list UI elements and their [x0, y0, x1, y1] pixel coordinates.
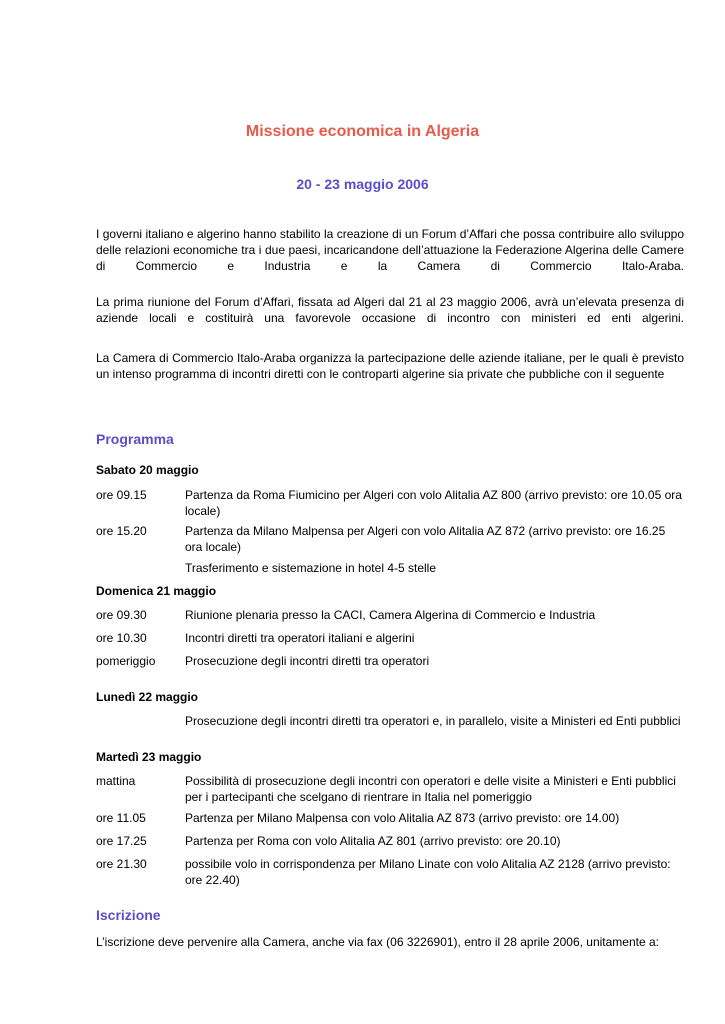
schedule-time: ore 10.30 — [96, 631, 147, 645]
schedule-time: pomeriggio — [96, 654, 156, 668]
schedule-time: ore 09.30 — [96, 608, 147, 622]
schedule-time: ore 17.25 — [96, 834, 147, 848]
schedule-description: Partenza da Milano Malpensa per Algeri con volo Alitalia AZ 872 (arrivo previsto: ore 16.25 ora locale) — [185, 524, 666, 554]
iscrizione-heading: Iscrizione — [96, 907, 161, 923]
schedule-time: ore 21.30 — [96, 857, 147, 871]
schedule-description: Partenza da Roma Fiumicino per Algeri con volo Alitalia AZ 800 (arrivo previsto: ore 10.05 ora locale) — [185, 488, 682, 518]
schedule-description: Prosecuzione degli incontri diretti tra operatori e, in parallelo, visite a Ministeri ed Enti pubblici — [185, 714, 681, 728]
forum-paragraph: La prima riunione del Forum d’Affari, fissata ad Algeri dal 21 al 23 maggio 2006, avrà un’elevata presenza di aziende locali e costituirà una favorevole occasione di incontro con ministeri ed enti algerini. — [96, 295, 684, 325]
schedule-time: mattina — [96, 774, 136, 788]
programma-heading: Programma — [96, 431, 174, 447]
schedule-description: Trasferimento e sistemazione in hotel 4-5 stelle — [185, 561, 437, 575]
day-heading: Domenica 21 maggio — [96, 584, 217, 598]
schedule-description: Riunione plenaria presso la CACI, Camera Algerina di Commercio e Industria — [185, 608, 596, 622]
schedule-time: ore 15.20 — [96, 524, 147, 538]
schedule-description: Partenza per Milano Malpensa con volo Alitalia AZ 873 (arrivo previsto: ore 14.00) — [185, 811, 620, 825]
schedule-time: ore 11.05 — [96, 811, 146, 825]
document-date: 20 - 23 maggio 2006 — [296, 176, 429, 192]
schedule-description: Possibilità di prosecuzione degli incontri con operatori e delle visite a Ministeri e Enti pubblici per i partecipanti che scelgano di rientrare in Italia nel pomeriggio — [185, 774, 676, 804]
schedule-description: possibile volo in corrispondenza per Milano Linate con volo Alitalia AZ 2128 (arrivo previsto: ore 22.40) — [185, 857, 671, 887]
schedule-description: Incontri diretti tra operatori italiani e algerini — [185, 631, 415, 645]
schedule-time: ore 09.15 — [96, 488, 147, 502]
schedule-description: Partenza per Roma con volo Alitalia AZ 801 (arrivo previsto: ore 20.10) — [185, 834, 561, 848]
schedule-description: Prosecuzione degli incontri diretti tra operatori — [185, 654, 430, 668]
camera-paragraph: La Camera di Commercio Italo-Araba organizza la partecipazione delle aziende italiane, per le quali è previsto un intenso programma di incontri diretti con le controparti algerine sia private che pubbliche con il seguente — [96, 351, 684, 381]
intro-paragraph: I governi italiano e algerino hanno stabilito la creazione di un Forum d’Affari che possa contribuire allo sviluppo delle relazioni economiche tra i due paesi, incaricandone dell’attuazione la Federazione Algerina delle Camere di Commercio e Industria e la Camera di Commercio Italo-Araba. — [96, 227, 684, 273]
day-heading: Martedì 23 maggio — [96, 750, 202, 764]
day-heading: Sabato 20 maggio — [96, 463, 199, 477]
day-heading: Lunedì 22 maggio — [96, 690, 199, 704]
iscrizione-paragraph: L’iscrizione deve pervenire alla Camera, anche via fax (06 3226901), entro il 28 aprile 2006, unitamente a: — [96, 935, 660, 949]
document-title: Missione economica in Algeria — [245, 123, 480, 140]
